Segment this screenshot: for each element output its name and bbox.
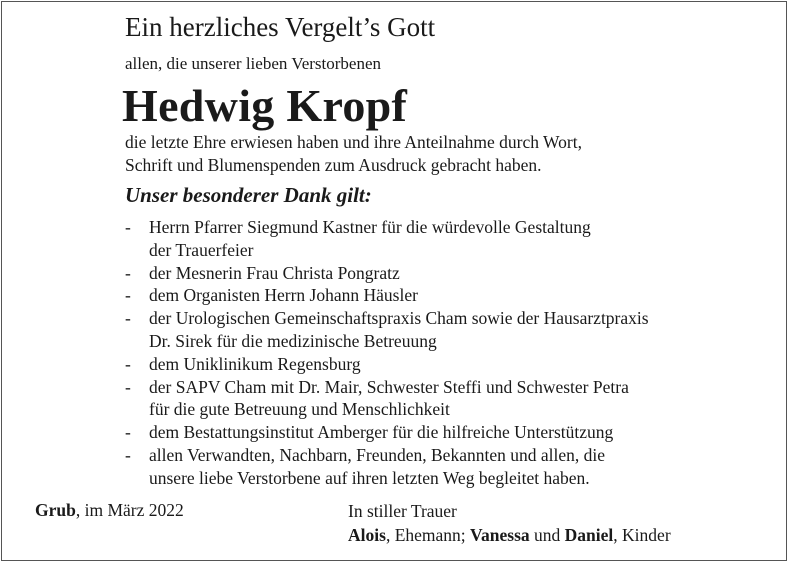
signature-names xyxy=(348,523,671,547)
bullet-dash: - xyxy=(125,262,131,283)
thanks-item-line: der Trauerfeier xyxy=(149,239,254,260)
thanks-item-line: dem Bestattungsinstitut Amberger für die hilfreiche Unterstützung xyxy=(149,422,614,443)
thanks-item xyxy=(125,262,649,285)
thanks-item xyxy=(125,376,649,422)
thanks-item xyxy=(125,444,649,490)
name-daniel: Daniel xyxy=(564,525,614,545)
obituary-notice xyxy=(1,1,787,561)
thanks-item-line: der Mesnerin Frau Christa Pongratz xyxy=(149,262,400,283)
bullet-dash: - xyxy=(125,308,131,329)
thanks-item xyxy=(125,216,649,262)
bullet-dash: - xyxy=(125,376,131,397)
thanks-item-line: Dr. Sirek für die medizinische Betreuung xyxy=(149,330,437,351)
signature xyxy=(348,499,671,547)
bullet-dash: - xyxy=(125,353,131,374)
thanks-item-line: der SAPV Cham mit Dr. Mair, Schwester Steffi und Schwester Petra xyxy=(149,376,629,397)
thanks-list xyxy=(125,216,649,490)
deceased-name: Hedwig Kropf xyxy=(122,80,408,131)
relation-text: , Ehemann; xyxy=(385,525,471,545)
name-alois: Alois xyxy=(348,525,386,545)
bullet-dash: - xyxy=(125,444,131,465)
thanks-item-line: für die gute Betreuung und Menschlichkeit xyxy=(149,399,450,420)
body-text xyxy=(125,131,582,177)
thanks-item-line: Herrn Pfarrer Siegmund Kastner für die würdevolle Gestaltung xyxy=(149,217,591,237)
date-text: , im März 2022 xyxy=(75,500,184,520)
bullet-dash: - xyxy=(125,422,131,443)
thanks-item-line: unsere liebe Verstorbene auf ihren letzten Weg begleitet haben. xyxy=(149,467,590,488)
thanks-item xyxy=(125,421,649,444)
thanks-item xyxy=(125,353,649,376)
thanks-item-line: dem Uniklinikum Regensburg xyxy=(149,353,361,374)
thanks-item-line: der Urologischen Gemeinschaftspraxis Cham sowie der Hausarztpraxis xyxy=(149,308,649,329)
thanks-item xyxy=(125,284,649,307)
body-line: Schrift und Blumenspenden zum Ausdruck gebracht haben. xyxy=(125,155,542,175)
thanks-item-line: dem Organisten Herrn Johann Häusler xyxy=(149,285,418,306)
thanks-item xyxy=(125,307,649,353)
conjunction-text: und xyxy=(529,525,565,545)
place-date xyxy=(35,499,184,521)
place-town: Grub xyxy=(35,500,76,520)
body-line: die letzte Ehre erwiesen haben und ihre Anteilnahme durch Wort, xyxy=(125,132,582,152)
bullet-dash: - xyxy=(125,217,131,237)
heading: Ein herzliches Vergelt’s Gott xyxy=(125,12,436,42)
relation-text: , Kinder xyxy=(613,525,671,545)
intro-text: allen, die unserer lieben Verstorbenen xyxy=(125,54,382,73)
thanks-item-line: allen Verwandten, Nachbarn, Freunden, Bekannten und allen, die xyxy=(149,444,605,465)
thanks-heading: Unser besonderer Dank gilt: xyxy=(125,183,372,207)
bullet-dash: - xyxy=(125,285,131,306)
name-vanessa: Vanessa xyxy=(470,525,530,545)
signature-line: In stiller Trauer xyxy=(348,501,457,521)
